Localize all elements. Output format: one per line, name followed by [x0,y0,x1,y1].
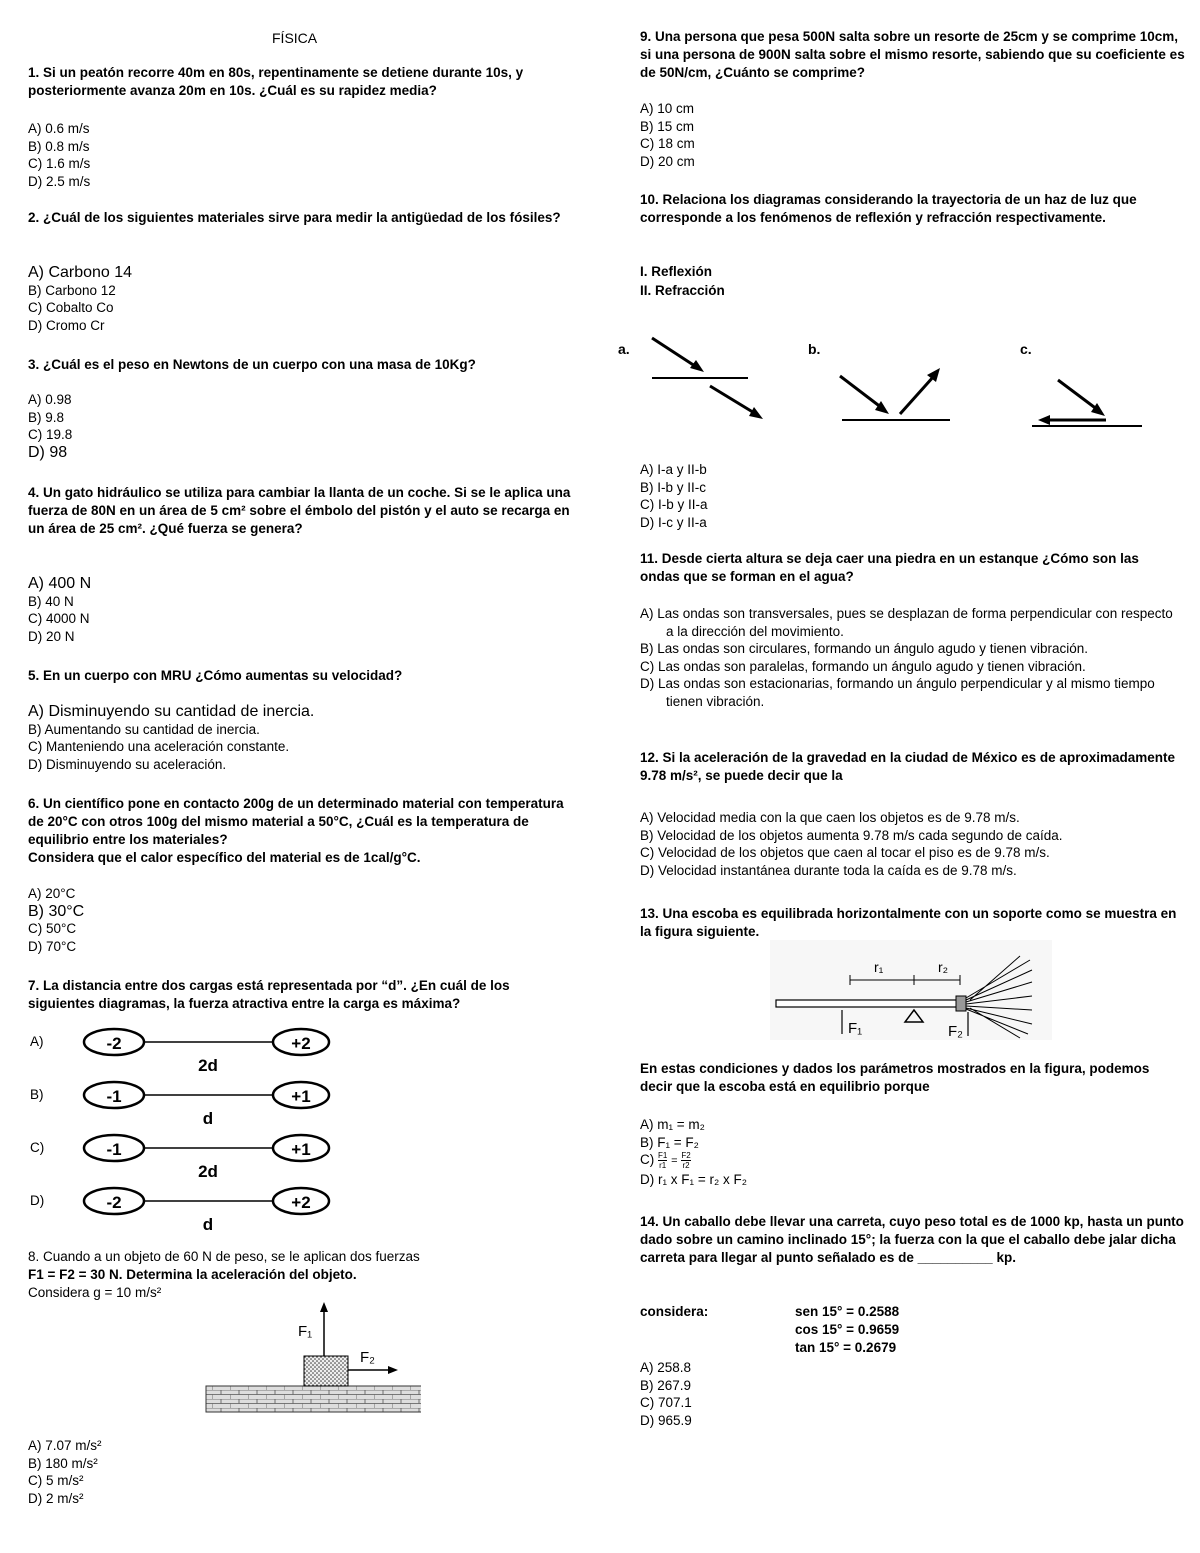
option-a[interactable]: A) Carbono 14 [28,264,133,281]
arrowhead-icon [749,407,763,419]
f1-label: F₁ [298,1323,313,1340]
question-12-options [640,809,1063,879]
option-a[interactable]: A) 400 N [28,575,92,592]
f2-label: F₂ [360,1349,375,1366]
block-force-figure [176,1300,421,1420]
question-5-options [28,703,314,773]
refracted-ray [710,386,756,414]
option-d[interactable]: D) I-c y II-a [640,514,707,530]
left-charge: -2 [106,1193,122,1212]
label-c: c. [1020,341,1032,357]
right-charge: +2 [291,1193,311,1212]
left-charge: -1 [106,1140,122,1159]
trig-values [795,1303,899,1357]
option-c[interactable]: C) 50°C [28,921,77,936]
question-11-text: 11. Desde cierta altura se deja caer una piedra en un estanque ¿Cómo son las ondas que se forman en el agua? [640,551,1139,584]
equals-sign: = [671,1155,678,1168]
option-d[interactable]: D) Disminuyendo su aceleración. [28,756,227,772]
distance-label: d [202,1215,214,1234]
ground [206,1386,421,1412]
option-b[interactable]: B) 40 N [28,593,74,609]
option-b[interactable]: B) 180 m/s² [28,1455,98,1471]
diagram-d-letter: D) [30,1193,45,1208]
question-4-text: 4. Un gato hidráulico se utiliza para cambiar la llanta de un coche. Si se le aplica una fuerza de 80N en un área de 5 cm² sobre el émbolo del pistón y el auto se recarga en un área de 25 cm². ¿Qué fuerza se genera? [28,485,571,536]
option-d[interactable]: D) 20 cm [640,153,695,169]
reflected-ray [900,376,934,414]
option-d[interactable]: D) 965.9 [640,1412,692,1428]
question-8-text: 8. Cuando a un objeto de 60 N de peso, se le aplican dos fuerzas [28,1249,420,1264]
option-b[interactable]: B) 30°C [28,902,85,920]
question-9-text: 9. Una persona que pesa 500N salta sobre un resorte de 25cm y se comprime 10cm, si una persona de 900N salta sobre el mismo resorte, sabiendo que su coeficiente es de 50N/cm, ¿Cuánto se comprime? [640,29,1185,80]
option-a[interactable]: A) 0.98 [28,392,72,407]
f2-label: F₂ [948,1023,963,1040]
option-b[interactable]: B) 267.9 [640,1377,692,1393]
question-2-options [28,264,132,334]
option-a[interactable]: A) m₁ = m₂ [640,1117,705,1132]
sen-value: sen 15° = 0.2588 [795,1304,900,1319]
option-c[interactable]: C) 18 cm [640,136,695,151]
question-7-text: 7. La distancia entre dos cargas está representada por “d”. ¿En cuál de los siguientes diagramas, la fuerza atractiva entre la carga es máxima? [28,978,510,1011]
question-12-text: 12. Si la aceleración de la gravedad en la ciudad de México es de aproximadamente 9.78 m/s², se puede decir que la [640,750,1175,783]
option-d[interactable]: D) 20 N [28,628,75,644]
option-d[interactable]: D) 70°C [28,938,77,954]
option-a[interactable]: A) Las ondas son transversales, pues se desplazan de forma perpendicular con respecto a la dirección del movimiento. [640,606,1173,639]
option-b[interactable]: B) 15 cm [640,118,695,134]
option-c-letter: C) [640,1152,655,1168]
distance-label: 2d [198,1056,218,1075]
right-charge: +1 [291,1087,311,1106]
item-reflexion: I. Reflexión [640,264,713,279]
question-13-text-2: En estas condiciones y dados los parámetros mostrados en la figura, podemos decir que la escoba está en equilibrio porque [640,1061,1150,1094]
right-charge: +1 [291,1140,311,1159]
option-c[interactable]: C) 19.8 [28,427,73,442]
broom-ferrule [956,996,966,1011]
option-a[interactable]: A) 20°C [28,886,76,901]
option-d[interactable]: D) Las ondas son estacionarias, formando un ángulo perpendicular y al mismo tiempo tienen vibración. [640,676,1155,709]
option-d[interactable]: D) 98 [28,443,68,461]
option-c[interactable]: C) Velocidad de los objetos que caen al tocar el piso es de 9.78 m/s. [640,845,1050,860]
option-d[interactable]: D) Cromo Cr [28,317,105,333]
label-b: b. [808,341,821,357]
diagram-a-letter: A) [30,1034,44,1049]
label-a: a. [618,341,630,357]
option-d[interactable]: D) 2 m/s² [28,1490,84,1506]
incident-ray [1058,380,1098,410]
question-10-options [640,461,708,531]
question-5-text: 5. En un cuerpo con MRU ¿Cómo aumentas su velocidad? [28,668,403,683]
question-8-forces: F1 = F2 = 30 N. Determina la aceleración del objeto. [28,1267,357,1282]
question-6-text: 6. Un científico pone en contacto 200g de un determinado material con temperatura de 20°C con otros 100g del mismo material a 50°C, ¿Cuál es la temperatura de equilibrio entre los materiales? [28,796,564,847]
arrowhead-icon [388,1366,398,1374]
arrowhead-icon [1038,415,1050,425]
diagram-a[interactable] [30,1029,329,1075]
question-1-options [28,120,90,190]
light-ray-diagrams [618,330,1158,440]
question-8-options [28,1437,102,1507]
broom-handle [776,1000,962,1007]
left-charge: -1 [106,1087,122,1106]
question-11-options [640,605,1180,710]
option-c[interactable]: C) Las ondas son paralelas, formando un ángulo agudo y tienen vibración. [640,658,1086,674]
option-b[interactable]: B) 9.8 [28,409,65,425]
option-c[interactable]: C) 5 m/s² [28,1473,84,1488]
question-10-text: 10. Relaciona los diagramas considerando la trayectoria de un haz de luz que corresponde a los fenómenos de reflexión y refracción respectivamente. [640,192,1137,225]
page-title: FÍSICA [272,30,318,46]
option-a[interactable]: A) Disminuyendo su cantidad de inercia. [28,703,315,720]
option-d[interactable]: D) 2.5 m/s [28,173,91,189]
option-c[interactable] [640,1151,747,1171]
fraction-f1-r1: $\frac{F1}{r1}$ [658,1151,668,1170]
question-3-text: 3. ¿Cuál es el peso en Newtons de un cuerpo con una masa de 10Kg? [28,357,476,372]
r2-label: r₂ [938,959,949,975]
option-d[interactable]: D) Velocidad instantánea durante toda la caída es de 9.78 m/s. [640,862,1017,878]
diagram-c[interactable] [30,1135,329,1181]
figure-background [770,940,1052,1040]
option-b[interactable]: B) Velocidad de los objetos aumenta 9.78 m/s cada segundo de caída. [640,827,1063,843]
option-c[interactable]: C) 707.1 [640,1395,692,1410]
tan-value: tan 15° = 0.2679 [795,1340,897,1355]
block [304,1356,348,1386]
diagram-b[interactable] [30,1082,329,1128]
broom-figure [770,940,1052,1040]
question-1-text: 1. Si un peatón recorre 40m en 80s, repentinamente se detiene durante 10s, y posteriormente avanza 20m en 10s. ¿Cuál es su rapidez media? [28,65,524,98]
question-13-options [640,1116,747,1188]
option-a[interactable]: A) 0.6 m/s [28,121,90,136]
question-14-options [640,1359,692,1429]
question-6-note: Considera que el calor específico del material es de 1cal/g°C. [28,850,421,865]
incident-ray [652,338,698,368]
question-3-options [28,391,72,461]
option-a[interactable]: A) 258.8 [640,1360,692,1375]
option-a[interactable]: A) I-a y II-b [640,462,707,477]
distance-label: 2d [198,1162,218,1181]
option-b[interactable]: B) Carbono 12 [28,282,116,298]
option-c[interactable]: C) Manteniendo una aceleración constante. [28,739,290,754]
option-c[interactable]: C) 4000 N [28,611,90,626]
question-13-text: 13. Una escoba es equilibrada horizontalmente con un soporte como se muestra en la figura siguiente. [640,906,1177,939]
arrowhead-icon [690,360,704,372]
f1-label: F₁ [848,1020,863,1037]
question-4-options [28,575,91,645]
cos-value: cos 15° = 0.9659 [795,1322,900,1337]
right-charge: +2 [291,1034,311,1053]
item-refraccion: II. Refracción [640,283,725,298]
option-a[interactable]: A) 7.07 m/s² [28,1438,102,1453]
charge-diagrams [28,1022,573,1240]
diagram-d[interactable] [30,1188,329,1234]
question-9-options [640,100,695,170]
distance-label: d [202,1109,214,1128]
question-6-options [28,885,84,955]
arrowhead-icon [320,1302,328,1312]
option-b[interactable]: B) F₁ = F₂ [640,1134,699,1150]
question-14-text: 14. Un caballo debe llevar una carreta, cuyo peso total es de 1000 kp, hasta un punto dado sobre un camino inclinado 15°; la fuerza con la que el caballo debe jalar dicha carreta para llegar al punto señalado es de __________ kp. [640,1214,1184,1265]
option-c[interactable]: C) Cobalto Co [28,300,114,315]
option-b[interactable]: B) 0.8 m/s [28,138,90,154]
consider-label: considera: [640,1304,709,1319]
option-b[interactable]: B) Aumentando su cantidad de inercia. [28,721,260,737]
left-charge: -2 [106,1034,122,1053]
option-b[interactable]: B) Las ondas son circulares, formando un ángulo agudo y tienen vibración. [640,641,1089,656]
question-8-gravity: Considera g = 10 m/s² [28,1285,162,1300]
option-b[interactable]: B) I-b y II-c [640,479,707,495]
diagram-c-letter: C) [30,1140,45,1155]
option-a[interactable]: A) 10 cm [640,101,695,116]
r1-label: r₁ [874,959,884,975]
question-2-text: 2. ¿Cuál de los siguientes materiales sirve para medir la antigüedad de los fósiles? [28,210,561,225]
fraction-f2-r2: $\frac{F2}{r2}$ [681,1151,691,1170]
diagram-b-letter: B) [30,1087,44,1102]
incident-ray [840,376,882,408]
option-c[interactable]: C) 1.6 m/s [28,156,91,171]
option-d[interactable]: D) r₁ x F₁ = r₂ x F₂ [640,1171,747,1187]
option-a[interactable]: A) Velocidad media con la que caen los objetos es de 9.78 m/s. [640,810,1020,825]
option-c[interactable]: C) I-b y II-a [640,497,708,512]
